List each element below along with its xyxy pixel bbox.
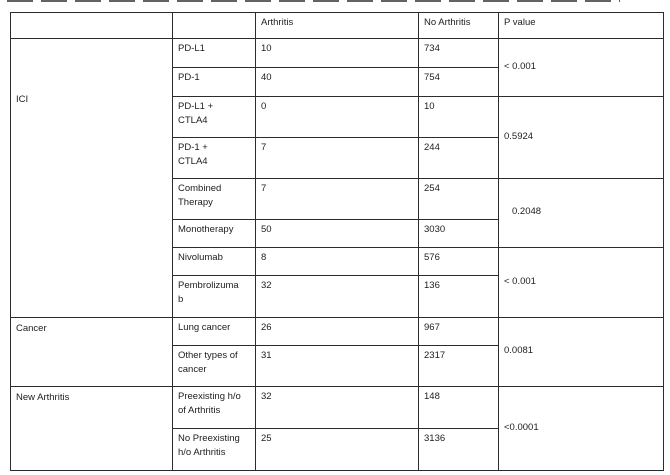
row-label: Other types of cancer [173, 346, 256, 387]
no-arthritis-value: 754 [419, 68, 499, 97]
window-top-edge-line [7, 0, 620, 2]
no-arthritis-value: 244 [419, 138, 499, 179]
arthritis-value: 32 [256, 276, 419, 318]
arthritis-value: 25 [256, 429, 419, 471]
p-value-cell: < 0.001 [499, 248, 664, 318]
p-value-cell: < 0.001 [499, 39, 664, 97]
row-label: Preexisting h/o of Arthritis [173, 387, 256, 429]
row-label: Monotherapy [173, 220, 256, 248]
row-label: Combined Therapy [173, 179, 256, 220]
group-cell-cancer: Cancer [11, 318, 173, 387]
arthritis-value: 31 [256, 346, 419, 387]
row-label: Pembrolizuma b [173, 276, 256, 318]
arthritis-value: 0 [256, 97, 419, 138]
row-label: Lung cancer [173, 318, 256, 346]
header-row [11, 13, 664, 39]
no-arthritis-value: 967 [419, 318, 499, 346]
row-label: PD-1 [173, 68, 256, 97]
row-label: Nivolumab [173, 248, 256, 276]
table-row [11, 387, 664, 429]
no-arthritis-value: 576 [419, 248, 499, 276]
group-cell-ici: ICI [11, 39, 173, 318]
arthritis-value: 32 [256, 387, 419, 429]
no-arthritis-value: 254 [419, 179, 499, 220]
no-arthritis-value: 3030 [419, 220, 499, 248]
arthritis-value: 50 [256, 220, 419, 248]
no-arthritis-value: 2317 [419, 346, 499, 387]
no-arthritis-value: 136 [419, 276, 499, 318]
p-value-cell: 0.0081 [499, 318, 664, 387]
header-cell-p-value: P value [499, 13, 664, 39]
arthritis-value: 8 [256, 248, 419, 276]
p-value-cell: <0.0001 [499, 387, 664, 471]
header-cell-sub-empty [173, 13, 256, 39]
arthritis-value: 7 [256, 179, 419, 220]
no-arthritis-value: 10 [419, 97, 499, 138]
table-row [11, 39, 664, 68]
arthritis-value: 40 [256, 68, 419, 97]
p-value-cell: 0.2048 [499, 179, 664, 248]
arthritis-value: 10 [256, 39, 419, 68]
header-cell-group-empty [11, 13, 173, 39]
group-cell-new-arthritis: New Arthritis [11, 387, 173, 471]
row-label: No Preexisting h/o Arthritis [173, 429, 256, 471]
no-arthritis-value: 148 [419, 387, 499, 429]
header-cell-arthritis: Arthritis [256, 13, 419, 39]
header-cell-no-arthritis: No Arthritis [419, 13, 499, 39]
row-label: PD-L1 [173, 39, 256, 68]
table-row [11, 318, 664, 346]
arthritis-value: 7 [256, 138, 419, 179]
row-label: PD-L1 + CTLA4 [173, 97, 256, 138]
no-arthritis-value: 3136 [419, 429, 499, 471]
p-value-cell: 0.5924 [499, 97, 664, 179]
arthritis-value: 26 [256, 318, 419, 346]
no-arthritis-value: 734 [419, 39, 499, 68]
row-label: PD-1 + CTLA4 [173, 138, 256, 179]
arthritis-statistics-table [10, 12, 664, 471]
